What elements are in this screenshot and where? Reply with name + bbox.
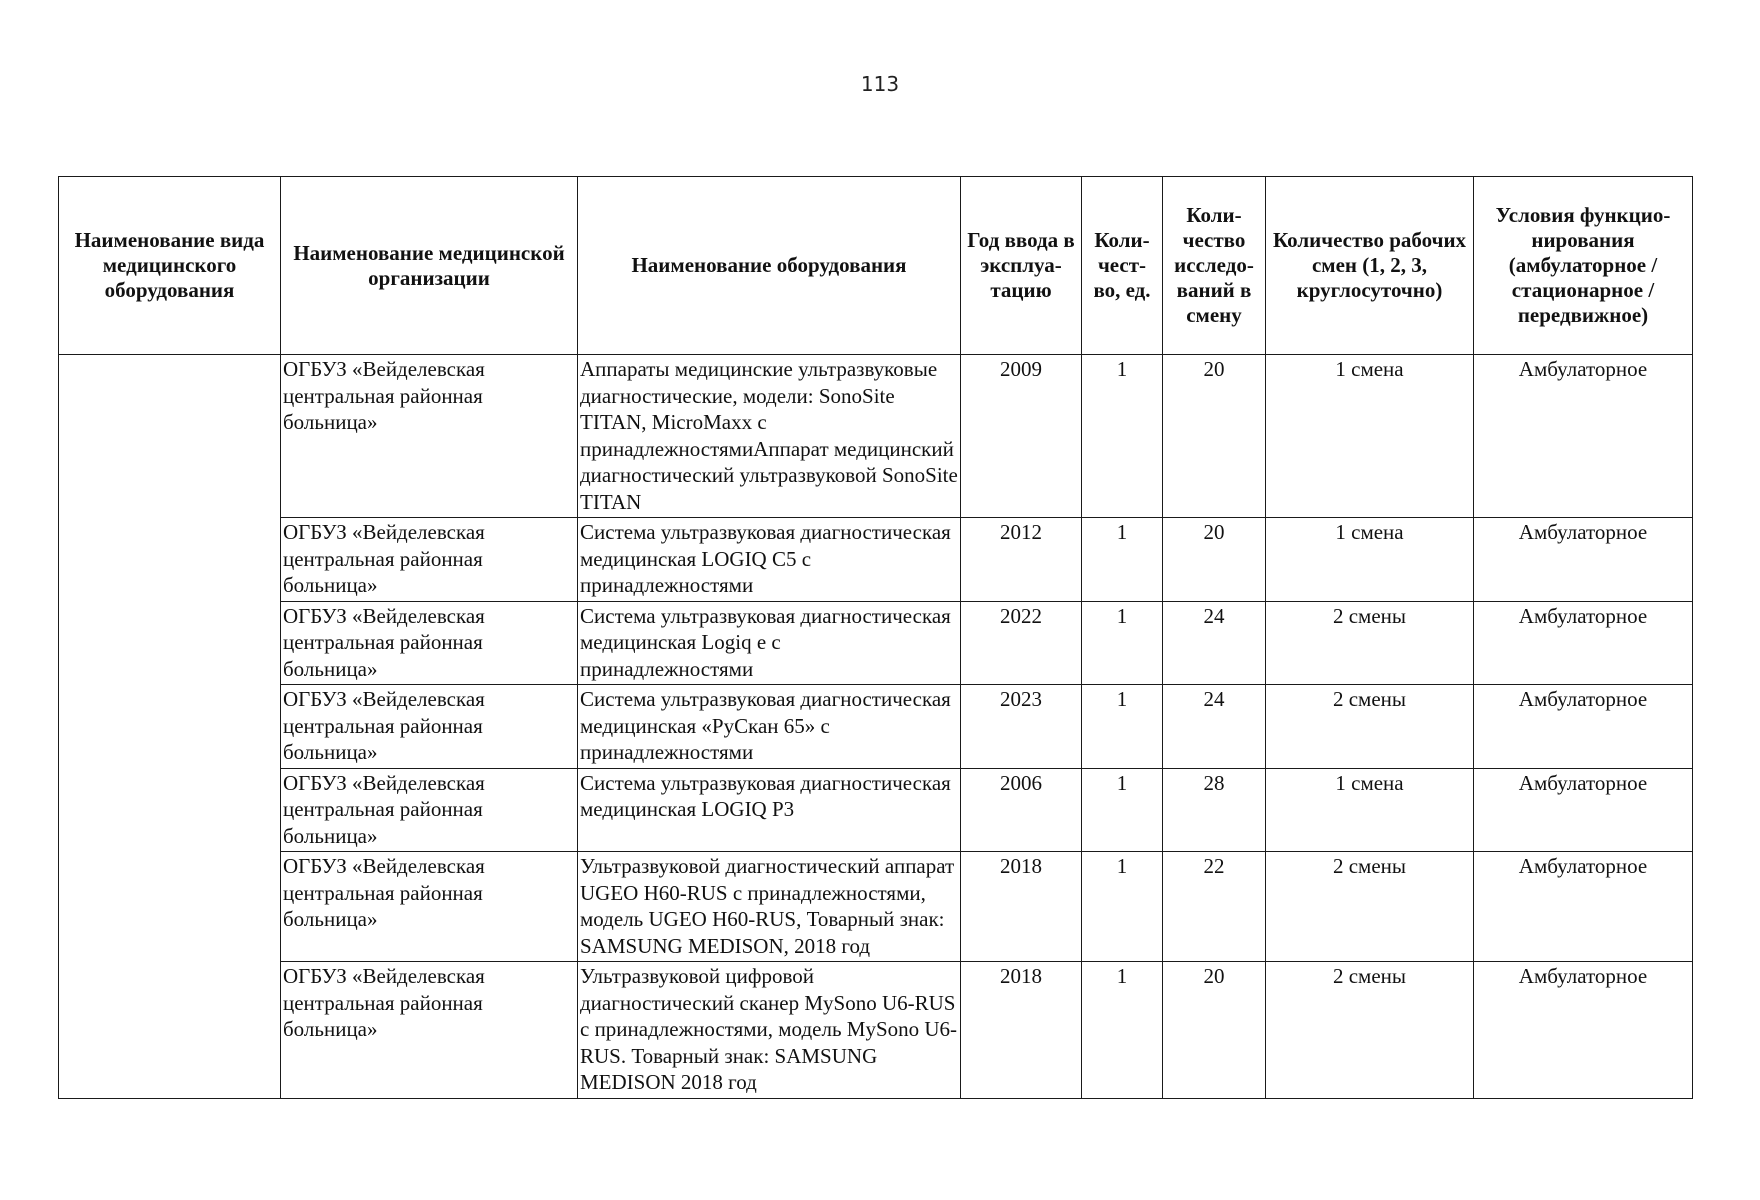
- table-row: [59, 518, 1693, 602]
- studies-cell: 20: [1163, 518, 1266, 602]
- shifts-cell: 2 смены: [1266, 962, 1474, 1099]
- quantity-cell: 1: [1082, 518, 1163, 602]
- studies-cell: 24: [1163, 685, 1266, 769]
- kind-cell: [59, 355, 281, 1099]
- organization-cell: ОГБУЗ «Вейделевская центральная районная больница»: [281, 962, 578, 1099]
- year-cell: 2006: [961, 768, 1082, 852]
- studies-cell: 28: [1163, 768, 1266, 852]
- header-row: [59, 177, 1693, 355]
- quantity-cell: 1: [1082, 685, 1163, 769]
- equipment-cell: Аппараты медицинские ультразвуковые диагностические, модели: SonoSite TITAN, MicroMaxx с принадлежностямиАппарат медицинский диагностический ультразвуковой SonoSite TITAN: [578, 355, 961, 518]
- conditions-cell: Амбулаторное: [1474, 962, 1693, 1099]
- studies-cell: 20: [1163, 355, 1266, 518]
- header-shifts: Количество рабочих смен (1, 2, 3, круглосуточно): [1266, 177, 1474, 355]
- studies-cell: 22: [1163, 852, 1266, 962]
- shifts-cell: 1 смена: [1266, 518, 1474, 602]
- organization-cell: ОГБУЗ «Вейделевская центральная районная больница»: [281, 601, 578, 685]
- equipment-cell: Система ультразвуковая диагностическая медицинская LOGIQ C5 с принадлежностями: [578, 518, 961, 602]
- quantity-cell: 1: [1082, 355, 1163, 518]
- table-header: [59, 177, 1693, 355]
- header-year: Год ввода в эксплуа-тацию: [961, 177, 1082, 355]
- header-equipment: Наименование оборудования: [578, 177, 961, 355]
- equipment-cell: Ультразвуковой цифровой диагностический сканер MySono U6-RUS с принадлежностями, модель MySono U6-RUS. Товарный знак: SAMSUNG MEDISON 2018 год: [578, 962, 961, 1099]
- page-number: 113: [860, 72, 900, 96]
- quantity-cell: 1: [1082, 601, 1163, 685]
- organization-cell: ОГБУЗ «Вейделевская центральная районная больница»: [281, 768, 578, 852]
- organization-cell: ОГБУЗ «Вейделевская центральная районная больница»: [281, 685, 578, 769]
- conditions-cell: Амбулаторное: [1474, 852, 1693, 962]
- equipment-cell: Система ультразвуковая диагностическая медицинская LOGIQ P3: [578, 768, 961, 852]
- shifts-cell: 1 смена: [1266, 768, 1474, 852]
- year-cell: 2018: [961, 962, 1082, 1099]
- studies-cell: 20: [1163, 962, 1266, 1099]
- header-conditions: Условия функцио-нирования (амбулаторное / стационарное / передвижное): [1474, 177, 1693, 355]
- table-row: [59, 685, 1693, 769]
- year-cell: 2009: [961, 355, 1082, 518]
- shifts-cell: 2 смены: [1266, 601, 1474, 685]
- equipment-table: [58, 176, 1693, 1099]
- year-cell: 2018: [961, 852, 1082, 962]
- header-studies: Коли-чество исследо-ваний в смену: [1163, 177, 1266, 355]
- header-kind: Наименование вида медицинского оборудования: [59, 177, 281, 355]
- year-cell: 2023: [961, 685, 1082, 769]
- quantity-cell: 1: [1082, 852, 1163, 962]
- table-row: [59, 768, 1693, 852]
- studies-cell: 24: [1163, 601, 1266, 685]
- shifts-cell: 2 смены: [1266, 852, 1474, 962]
- header-organization: Наименование медицинской организации: [281, 177, 578, 355]
- conditions-cell: Амбулаторное: [1474, 601, 1693, 685]
- shifts-cell: 1 смена: [1266, 355, 1474, 518]
- year-cell: 2022: [961, 601, 1082, 685]
- equipment-cell: Система ультразвуковая диагностическая медицинская Logiq e с принадлежностями: [578, 601, 961, 685]
- header-quantity: Коли-чест-во, ед.: [1082, 177, 1163, 355]
- equipment-cell: Ультразвуковой диагностический аппарат UGEO H60-RUS с принадлежностями, модель UGEO H60-RUS, Товарный знак: SAMSUNG MEDISON, 2018 год: [578, 852, 961, 962]
- organization-cell: ОГБУЗ «Вейделевская центральная районная больница»: [281, 852, 578, 962]
- table-row: [59, 601, 1693, 685]
- table-row: [59, 852, 1693, 962]
- table-row: [59, 962, 1693, 1099]
- organization-cell: ОГБУЗ «Вейделевская центральная районная больница»: [281, 518, 578, 602]
- organization-cell: ОГБУЗ «Вейделевская центральная районная больница»: [281, 355, 578, 518]
- conditions-cell: Амбулаторное: [1474, 768, 1693, 852]
- shifts-cell: 2 смены: [1266, 685, 1474, 769]
- year-cell: 2012: [961, 518, 1082, 602]
- quantity-cell: 1: [1082, 768, 1163, 852]
- table-row: [59, 355, 1693, 518]
- conditions-cell: Амбулаторное: [1474, 355, 1693, 518]
- conditions-cell: Амбулаторное: [1474, 518, 1693, 602]
- equipment-cell: Система ультразвуковая диагностическая медицинская «РуСкан 65» с принадлежностями: [578, 685, 961, 769]
- quantity-cell: 1: [1082, 962, 1163, 1099]
- table-body: [59, 355, 1693, 1099]
- conditions-cell: Амбулаторное: [1474, 685, 1693, 769]
